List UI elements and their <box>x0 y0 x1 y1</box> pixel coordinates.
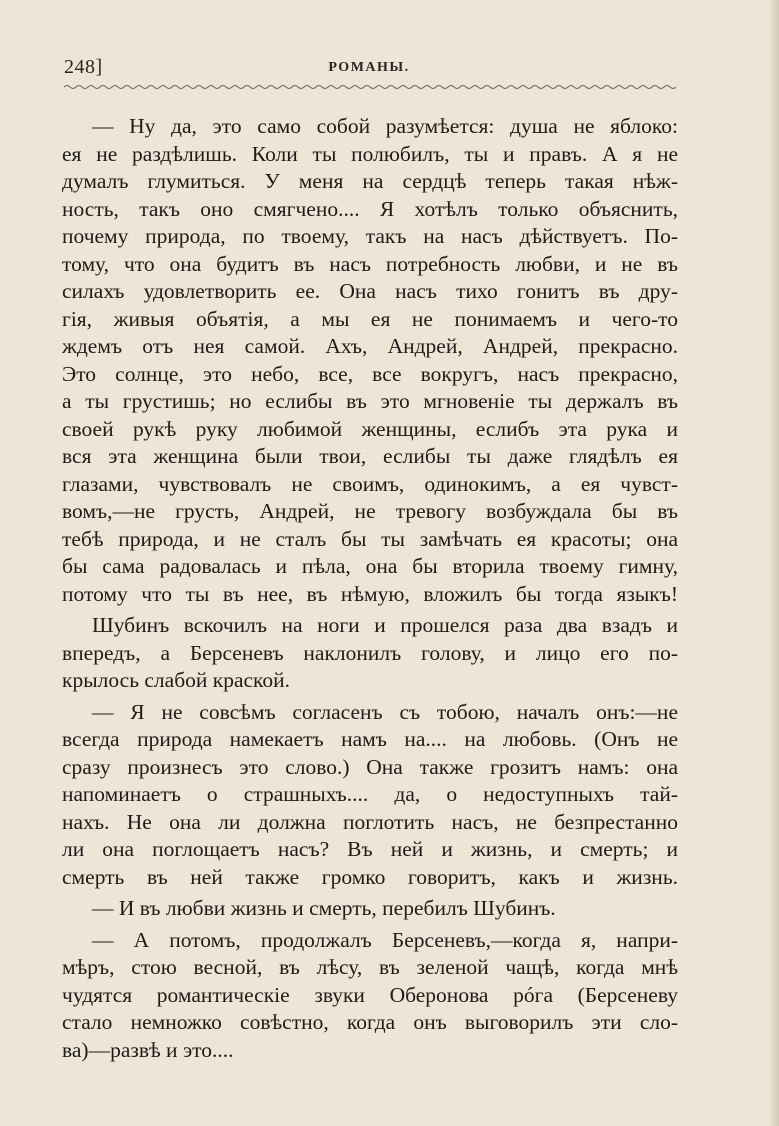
text-line: — Я не совсѣмъ согласенъ съ тобою, началъ онъ:—не <box>92 699 678 724</box>
paragraph <box>62 895 678 923</box>
text-line: крылось слабой краской. <box>62 668 291 692</box>
text-line: ждемъ отъ нея самой. Ахъ, Андрей, Андрей, прекрасно. <box>62 334 678 358</box>
text-line: силахъ удовлетворить ее. Она насъ тихо гонитъ въ дру- <box>62 279 678 303</box>
text-line: — И въ любви жизнь и смерть, перебилъ Шубинъ. <box>92 896 556 920</box>
text-line: думалъ глумиться. У меня на сердцѣ теперь такая нѣж- <box>62 169 678 193</box>
text-line: Шубинъ вскочилъ на ноги и прошелся раза два взадъ и <box>92 613 678 637</box>
paragraph <box>62 699 678 892</box>
text-line: ва)—развѣ и это.... <box>62 1037 234 1062</box>
page-number: 248] <box>64 56 103 78</box>
text-line: напоминаетъ о страшныхъ.... да, о недоступныхъ тай- <box>62 782 678 806</box>
paragraph <box>62 927 678 1065</box>
text-line: а ты грустишь; но еслибы въ это мгновеніе ты держалъ въ <box>62 389 678 413</box>
text-line: впередъ, а Берсеневъ наклонилъ голову, и лицо его по- <box>62 640 678 665</box>
text-line: вомъ,—не грусть, Андрей, не тревогу возбуждала бы въ <box>62 499 678 523</box>
text-line: ность, такъ оно смягчено.... Я хотѣлъ только объяснить, <box>62 196 678 221</box>
text-line: глазами, чувствовалъ не своимъ, одинокимъ, а ея чувст- <box>62 471 678 496</box>
text-line: всегда природа намекаетъ намъ на.... на любовь. (Онъ не <box>62 727 678 751</box>
paragraph <box>62 113 678 608</box>
text-line: чудятся романтическіе звуки Оберонова рóга (Берсеневу <box>62 982 678 1007</box>
running-title: РОМАНЫ. <box>328 60 410 75</box>
text-line: мѣръ, стою весной, въ лѣсу, въ зеленой чащѣ, когда мнѣ <box>62 955 678 979</box>
text-line: бы сама радовалась и пѣла, она бы вторила твоему гимну, <box>62 554 678 578</box>
text-line: стало немножко совѣстно, когда онъ выговорилъ эти сло- <box>62 1010 678 1034</box>
page-header <box>64 56 674 86</box>
text-line: — Ну да, это само собой разумѣется: душа не яблоко: <box>92 114 678 138</box>
body-text <box>62 113 678 1068</box>
text-line: ея не раздѣлишь. Коли ты полюбилъ, ты и правъ. А я не <box>62 141 678 166</box>
text-line: сразу произнесъ это слово.) Она также грозитъ намъ: она <box>62 754 678 779</box>
text-line: потому что ты въ нее, въ нѣмую, вложилъ бы тогда языкъ! <box>62 581 678 606</box>
text-line: вся эта женщина были твои, еслибы ты даже глядѣлъ ея <box>62 444 678 468</box>
text-line: своей рукѣ руку любимой женщины, еслибъ эта рука и <box>62 416 678 441</box>
text-line: гія, живыя объятія, а мы ея не понимаемъ и чего-то <box>62 306 678 331</box>
page-edge-shadow <box>769 0 779 1126</box>
text-line: нахъ. Не она ли должна поглотить насъ, не безпрестанно <box>62 809 678 834</box>
text-line: смерть въ ней также громко говоритъ, какъ и жизнь. <box>62 864 678 889</box>
text-line: тебѣ природа, и не сталъ бы ты замѣчать ея красоты; она <box>62 526 678 551</box>
text-line: ли она поглощаетъ насъ? Въ ней и жизнь, и смерть; и <box>62 837 678 861</box>
text-line: почему природа, по твоему, такъ на насъ дѣйствуетъ. По- <box>62 224 678 248</box>
header-rule <box>64 84 676 90</box>
paragraph <box>62 612 678 695</box>
text-line: Это солнце, это небо, все, все вокругъ, насъ прекрасно, <box>62 361 678 386</box>
text-line: тому, что она будитъ въ насъ потребность любви, и не въ <box>62 251 678 276</box>
text-line: — А потомъ, продолжалъ Берсеневъ,—когда я, напри- <box>92 927 678 952</box>
